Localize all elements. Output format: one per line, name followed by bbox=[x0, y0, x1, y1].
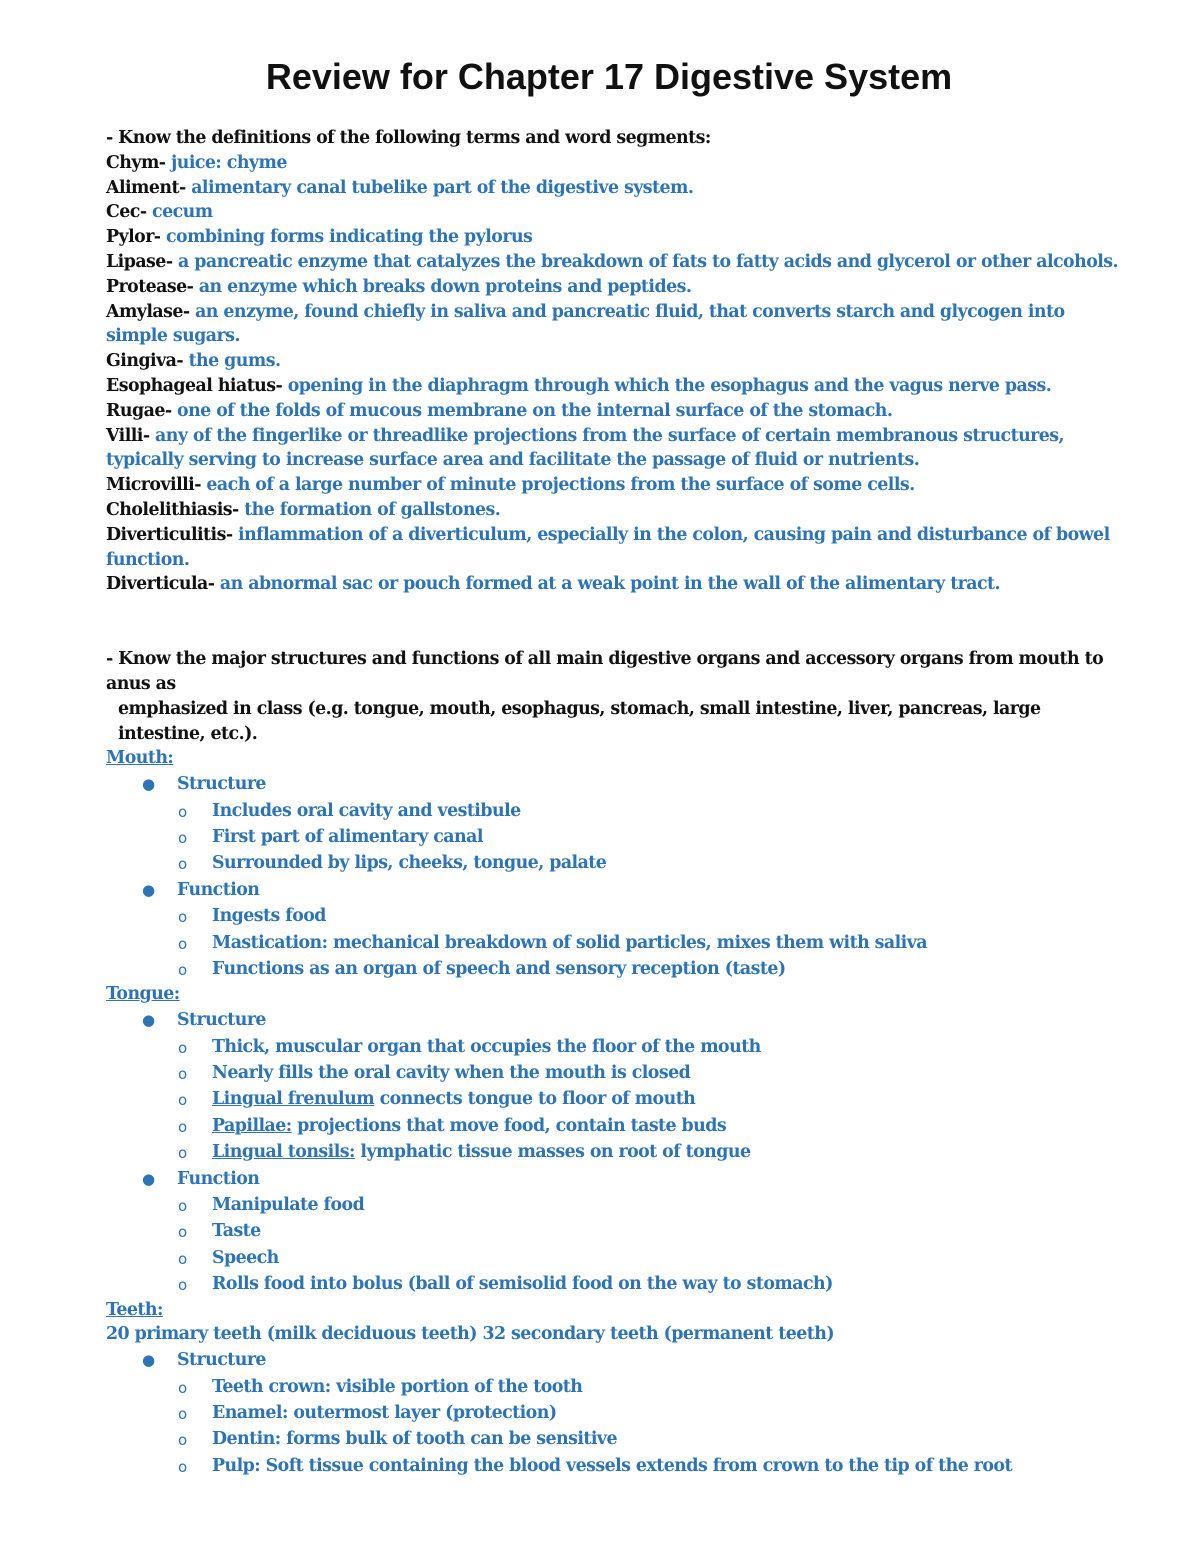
definition: cecum bbox=[152, 202, 213, 223]
organs-intro: - Know the major structures and functions of all main digestive organs and accessory organs from mouth to anus as bbox=[106, 649, 1104, 694]
term-row bbox=[106, 399, 1116, 424]
outline-subitem bbox=[106, 1034, 1116, 1060]
term-row bbox=[106, 349, 1116, 374]
outline-item bbox=[106, 1166, 1116, 1298]
outline-label: Function bbox=[177, 1168, 260, 1189]
subitem-text: Thick, muscular organ that occupies the floor of the mouth bbox=[212, 1036, 761, 1057]
subitem-text: Manipulate food bbox=[212, 1195, 365, 1216]
subitem-text: Includes oral cavity and vestibule bbox=[212, 800, 521, 821]
definition: an enzyme, found chiefly in saliva and pancreatic fluid, that converts starch and glycogen into simple sugars. bbox=[106, 301, 1065, 347]
outline-subitem bbox=[106, 930, 1116, 956]
term-row bbox=[106, 572, 1116, 597]
outline-subitem bbox=[106, 1139, 1116, 1165]
term: Aliment- bbox=[106, 177, 186, 198]
term: Lipase- bbox=[106, 251, 173, 272]
term: Cholelithiasis- bbox=[106, 499, 239, 520]
subitem-text: Pulp: Soft tissue containing the blood vessels extends from crown to the tip of the root bbox=[212, 1455, 1012, 1476]
outline-subitem bbox=[106, 1192, 1116, 1218]
definition: the gums. bbox=[188, 351, 281, 372]
outline-subitem bbox=[106, 903, 1116, 929]
definition: alimentary canal tubelike part of the digestive system. bbox=[191, 177, 694, 198]
term-row bbox=[106, 523, 1116, 573]
subitem-text: lymphatic tissue masses on root of tongue bbox=[354, 1142, 751, 1163]
outline-label: Function bbox=[177, 879, 260, 900]
term: Villi- bbox=[106, 425, 150, 446]
outline-label: Structure bbox=[177, 1350, 266, 1371]
circle-bullet-icon: o bbox=[178, 1223, 187, 1242]
term-row bbox=[106, 300, 1116, 350]
term-row bbox=[106, 200, 1116, 225]
outline-subitem bbox=[106, 1453, 1116, 1479]
mouth-outline bbox=[106, 771, 1116, 982]
definition: one of the folds of mucous membrane on the internal surface of the stomach. bbox=[177, 400, 893, 421]
term-row bbox=[106, 473, 1116, 498]
definition: inflammation of a diverticulum, especially in the colon, causing pain and disturbance of bowel function. bbox=[106, 524, 1110, 570]
term-row bbox=[106, 424, 1116, 474]
subitem-text: Ingests food bbox=[212, 906, 326, 927]
definition: any of the fingerlike or threadlike projections from the surface of certain membranous structures, typically serving to increase surface area and facilitate the passage of fluid or nutrients. bbox=[106, 425, 1065, 471]
subitem-text: Teeth crown: visible portion of the tooth bbox=[212, 1376, 583, 1397]
circle-bullet-icon: o bbox=[178, 802, 187, 821]
circle-bullet-icon: o bbox=[178, 1144, 187, 1163]
circle-bullet-icon: o bbox=[178, 1457, 187, 1476]
term-row bbox=[106, 176, 1116, 201]
circle-bullet-icon: o bbox=[178, 934, 187, 953]
circle-bullet-icon: o bbox=[178, 960, 187, 979]
terms-intro: - Know the definitions of the following terms and word segments: bbox=[106, 128, 711, 148]
outline-subitem bbox=[106, 1218, 1116, 1244]
subitem-text: Rolls food into bolus (ball of semisolid food on the way to stomach) bbox=[212, 1274, 833, 1295]
term-row bbox=[106, 151, 1116, 176]
subitem-text: connects tongue to floor of mouth bbox=[374, 1089, 696, 1110]
circle-bullet-icon: o bbox=[178, 1091, 187, 1110]
definition: an enzyme which breaks down proteins and peptides. bbox=[198, 276, 692, 297]
circle-bullet-icon: o bbox=[178, 855, 187, 874]
term: Cec- bbox=[106, 202, 147, 223]
definition: combining forms indicating the pylorus bbox=[165, 227, 533, 248]
subitem-text: Speech bbox=[212, 1247, 279, 1268]
circle-bullet-icon: o bbox=[178, 1405, 187, 1424]
outline-subitem bbox=[106, 1245, 1116, 1271]
underlined-term: Papillae: bbox=[212, 1115, 292, 1136]
subitem-text: Taste bbox=[212, 1221, 261, 1242]
term: Protease- bbox=[106, 276, 194, 297]
subitem-text: First part of alimentary canal bbox=[212, 826, 483, 847]
definition: the formation of gallstones. bbox=[244, 499, 501, 520]
teeth-summary: 20 primary teeth (milk deciduous teeth) 32 secondary teeth (permanent teeth) bbox=[106, 1324, 835, 1345]
outline-subitem bbox=[106, 1060, 1116, 1086]
organs-intro-cont: emphasized in class (e.g. tongue, mouth, esophagus, stomach, small intestine, liver, pancreas, large intestine, etc.). bbox=[118, 698, 1041, 744]
term: Pylor- bbox=[106, 227, 161, 248]
subitem-text: Functions as an organ of speech and sensory reception (taste) bbox=[212, 958, 786, 979]
circle-bullet-icon: o bbox=[178, 1117, 187, 1136]
subitem-text: projections that move food, contain taste buds bbox=[291, 1115, 727, 1136]
term-row bbox=[106, 225, 1116, 250]
definition: juice: chyme bbox=[170, 152, 287, 173]
bullet-icon: ● bbox=[142, 880, 155, 899]
underlined-term: Lingual tonsils: bbox=[212, 1142, 355, 1163]
term: Chym- bbox=[106, 152, 166, 173]
outline-label: Structure bbox=[177, 1010, 266, 1031]
term-row bbox=[106, 498, 1116, 523]
section-heading-mouth: Mouth: bbox=[106, 748, 174, 769]
tongue-outline bbox=[106, 1007, 1116, 1297]
outline-item bbox=[106, 1007, 1116, 1165]
subitem-text: Enamel: outermost layer (protection) bbox=[212, 1403, 557, 1424]
outline-subitem bbox=[106, 1086, 1116, 1112]
bullet-icon: ● bbox=[142, 1351, 155, 1370]
outline-subitem bbox=[106, 798, 1116, 824]
page-title: Review for Chapter 17 Digestive System bbox=[265, 56, 953, 97]
term-row bbox=[106, 374, 1116, 399]
underlined-term: Lingual frenulum bbox=[212, 1089, 375, 1110]
circle-bullet-icon: o bbox=[178, 1378, 187, 1397]
subitem-text: Dentin: forms bulk of tooth can be sensitive bbox=[212, 1429, 617, 1450]
circle-bullet-icon: o bbox=[178, 1197, 187, 1216]
outline-item bbox=[106, 877, 1116, 983]
outline-subitem bbox=[106, 1113, 1116, 1139]
term: Amylase- bbox=[106, 301, 190, 322]
section-heading-teeth: Teeth: bbox=[106, 1299, 163, 1320]
subitem-text: Nearly fills the oral cavity when the mouth is closed bbox=[212, 1062, 691, 1083]
outline-subitem bbox=[106, 1271, 1116, 1297]
outline-label: Structure bbox=[177, 774, 266, 795]
subitem-text: Mastication: mechanical breakdown of solid particles, mixes them with saliva bbox=[212, 932, 928, 953]
term: Diverticulitis- bbox=[106, 524, 233, 545]
definition: opening in the diaphragm through which the esophagus and the vagus nerve pass. bbox=[287, 375, 1052, 396]
outline-subitem bbox=[106, 850, 1116, 876]
circle-bullet-icon: o bbox=[178, 1431, 187, 1450]
circle-bullet-icon: o bbox=[178, 1249, 187, 1268]
subitem-text: Surrounded by lips, cheeks, tongue, palate bbox=[212, 853, 607, 874]
outline-subitem bbox=[106, 1426, 1116, 1452]
circle-bullet-icon: o bbox=[178, 1064, 187, 1083]
bullet-icon: ● bbox=[142, 1011, 155, 1030]
section-heading-tongue: Tongue: bbox=[106, 984, 180, 1005]
term-row bbox=[106, 275, 1116, 300]
outline-subitem bbox=[106, 956, 1116, 982]
circle-bullet-icon: o bbox=[178, 908, 187, 927]
term: Gingiva- bbox=[106, 351, 184, 372]
term: Rugae- bbox=[106, 400, 172, 421]
outline-subitem bbox=[106, 1400, 1116, 1426]
definition: a pancreatic enzyme that catalyzes the breakdown of fats to fatty acids and glycerol or other alcohols. bbox=[178, 251, 1119, 272]
circle-bullet-icon: o bbox=[178, 828, 187, 847]
outline-item bbox=[106, 1347, 1116, 1479]
outline-subitem bbox=[106, 1374, 1116, 1400]
bullet-icon: ● bbox=[142, 775, 155, 794]
term: Esophageal hiatus- bbox=[106, 375, 283, 396]
definition: an abnormal sac or pouch formed at a weak point in the wall of the alimentary tract. bbox=[219, 574, 1001, 595]
teeth-outline bbox=[106, 1347, 1116, 1479]
outline-item bbox=[106, 771, 1116, 877]
term: Microvilli- bbox=[106, 475, 201, 496]
outline-subitem bbox=[106, 824, 1116, 850]
term: Diverticula- bbox=[106, 574, 215, 595]
circle-bullet-icon: o bbox=[178, 1038, 187, 1057]
document-body bbox=[106, 126, 1119, 1479]
term-row bbox=[106, 250, 1119, 275]
definition: each of a large number of minute projections from the surface of some cells. bbox=[206, 475, 915, 496]
terms-list bbox=[106, 151, 1119, 597]
bullet-icon: ● bbox=[142, 1169, 155, 1188]
circle-bullet-icon: o bbox=[178, 1276, 187, 1295]
